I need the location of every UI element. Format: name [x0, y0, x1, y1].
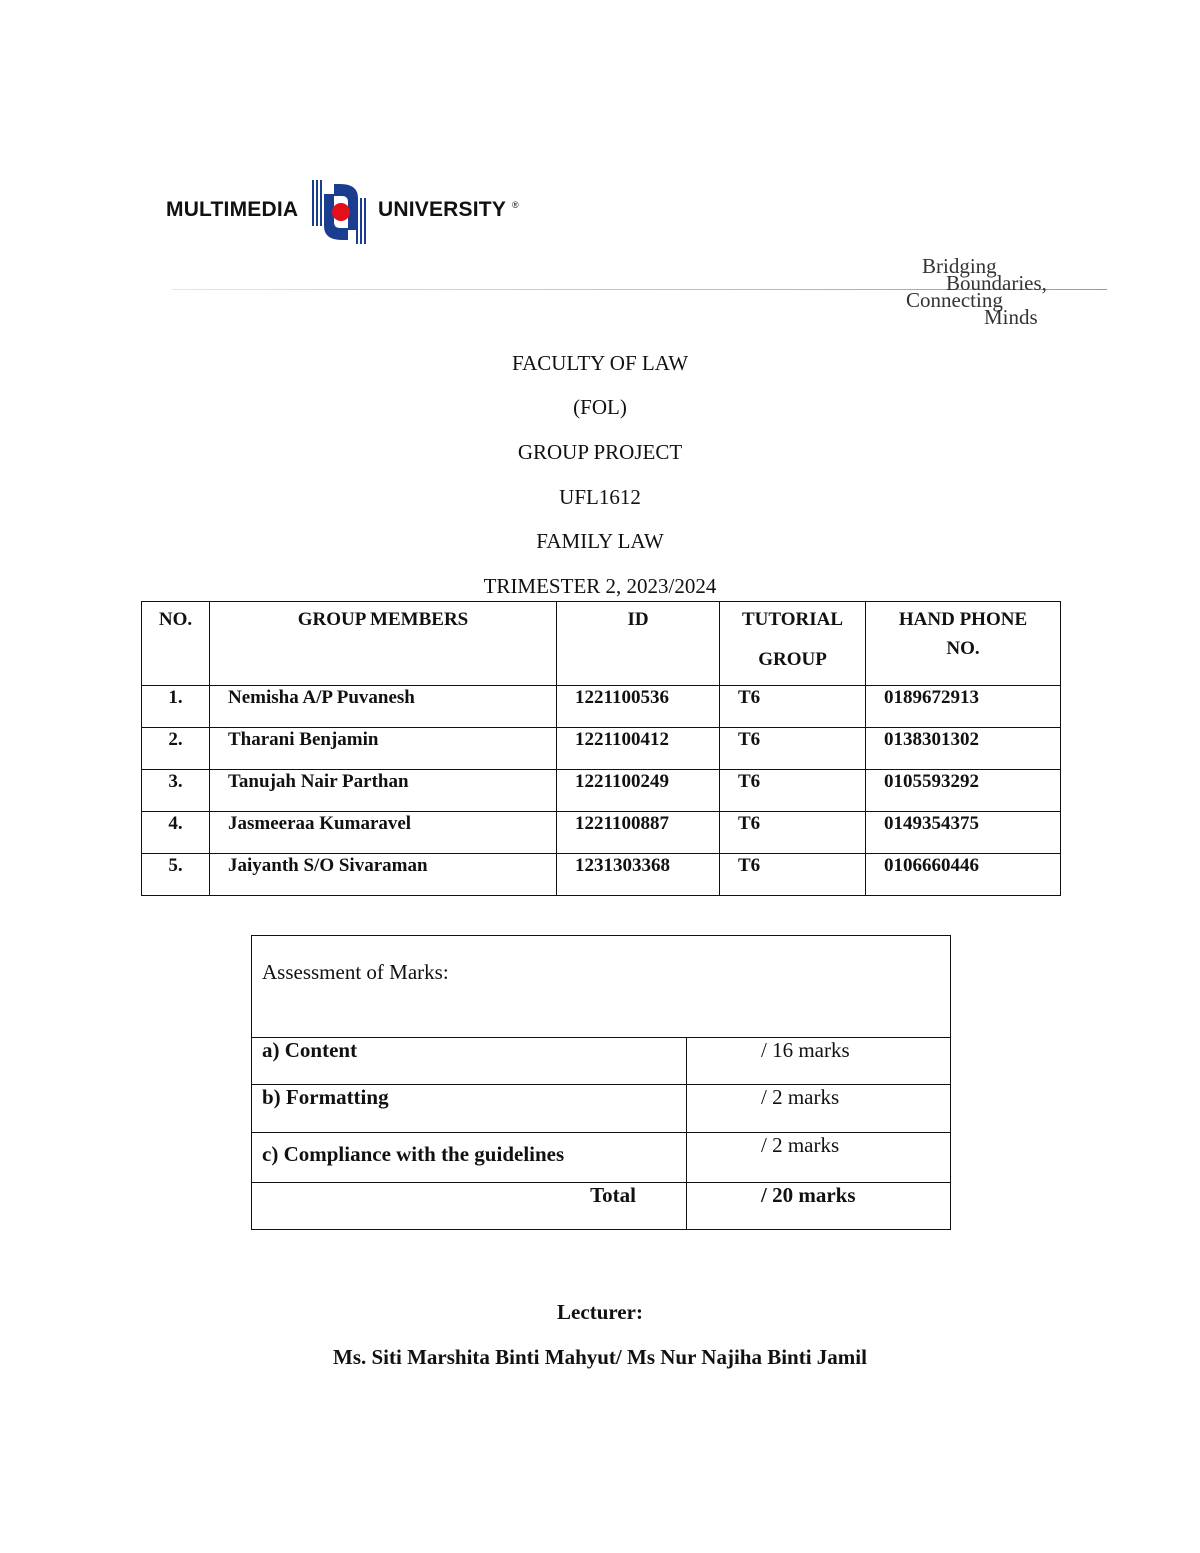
header-hand-phone [866, 602, 1061, 686]
header-id: ID [557, 602, 720, 686]
assessment-label: a) Content [252, 1038, 687, 1085]
member-id: 1221100412 [557, 728, 720, 770]
member-name: Jaiyanth S/O Sivaraman [210, 854, 557, 896]
logo-text-university: UNIVERSITY [378, 198, 507, 221]
total-label: Total [252, 1183, 687, 1230]
assessment-row [252, 1038, 951, 1085]
tagline-boundaries: Boundaries, [946, 271, 1047, 295]
university-logo-icon [308, 180, 374, 244]
table-row [142, 770, 1061, 812]
table-row [142, 812, 1061, 854]
member-name: Nemisha A/P Puvanesh [210, 686, 557, 728]
assessment-title: Assessment of Marks [262, 960, 443, 984]
assessment-row [252, 1133, 951, 1183]
logo-text-multimedia: MULTIMEDIA [166, 198, 299, 221]
assessment-header-row [252, 936, 951, 1038]
registered-mark: ® [512, 200, 519, 210]
table-row [142, 728, 1061, 770]
member-phone: 0105593292 [866, 770, 1061, 812]
member-id: 1221100887 [557, 812, 720, 854]
member-phone: 0138301302 [866, 728, 1061, 770]
subject-title: FAMILY LAW [536, 529, 664, 553]
member-id: 1221100536 [557, 686, 720, 728]
total-marks: / 20 marks [687, 1183, 951, 1230]
group-members-table [141, 601, 1061, 896]
assessment-table [251, 935, 951, 1230]
row-no: 3. [142, 770, 210, 812]
header-tutorial-line2: GROUP [758, 649, 827, 671]
lecturer-names: Ms. Siti Marshita Binti Mahyut/ Ms Nur Najiha Binti Jamil [333, 1345, 867, 1369]
header-phone-line2: NO. [946, 638, 980, 660]
assessment-marks: / 2 marks [687, 1133, 951, 1183]
member-id: 1231303368 [557, 854, 720, 896]
header-no: NO. [142, 602, 210, 686]
member-name: Tharani Benjamin [210, 728, 557, 770]
assessment-total-row [252, 1183, 951, 1230]
course-code: UFL1612 [559, 485, 641, 509]
member-group: T6 [720, 686, 866, 728]
row-no: 1. [142, 686, 210, 728]
member-group: T6 [720, 854, 866, 896]
assessment-title-colon: : [442, 960, 449, 984]
member-id: 1221100249 [557, 770, 720, 812]
faculty-title: FACULTY OF LAW [511, 351, 689, 375]
lecturer-label: Lecturer: [557, 1300, 643, 1324]
member-name: Jasmeeraa Kumaravel [210, 812, 557, 854]
member-group: T6 [720, 770, 866, 812]
table-row [142, 686, 1061, 728]
table-header-row [142, 602, 1061, 686]
header-group-members: GROUP MEMBERS [210, 602, 557, 686]
member-group: T6 [720, 728, 866, 770]
row-no: 5. [142, 854, 210, 896]
tagline-bridging: Bridging [922, 254, 997, 278]
row-no: 4. [142, 812, 210, 854]
assessment-marks: / 16 marks [687, 1038, 951, 1085]
header-phone-line1: HAND PHONE [898, 609, 1028, 630]
assessment-title-cell [252, 936, 951, 1038]
tagline-connecting: Connecting [906, 288, 1003, 312]
assessment-label: c) Compliance with the guidelines [252, 1133, 687, 1183]
member-group: T6 [720, 812, 866, 854]
assessment-label: b) Formatting [252, 1085, 687, 1133]
assessment-marks: / 2 marks [687, 1085, 951, 1133]
header-tutorial-group [720, 602, 866, 686]
tagline-minds: Minds [984, 305, 1038, 329]
header-tutorial-line1: TUTORIAL [741, 609, 843, 630]
member-phone: 0106660446 [866, 854, 1061, 896]
assessment-row [252, 1085, 951, 1133]
member-name: Tanujah Nair Parthan [210, 770, 557, 812]
row-no: 2. [142, 728, 210, 770]
member-phone: 0189672913 [866, 686, 1061, 728]
member-phone: 0149354375 [866, 812, 1061, 854]
trimester-title: TRIMESTER 2, 2023/2024 [483, 574, 717, 598]
faculty-abbreviation: (FOL) [573, 395, 627, 419]
project-title: GROUP PROJECT [517, 440, 683, 464]
table-row [142, 854, 1061, 896]
